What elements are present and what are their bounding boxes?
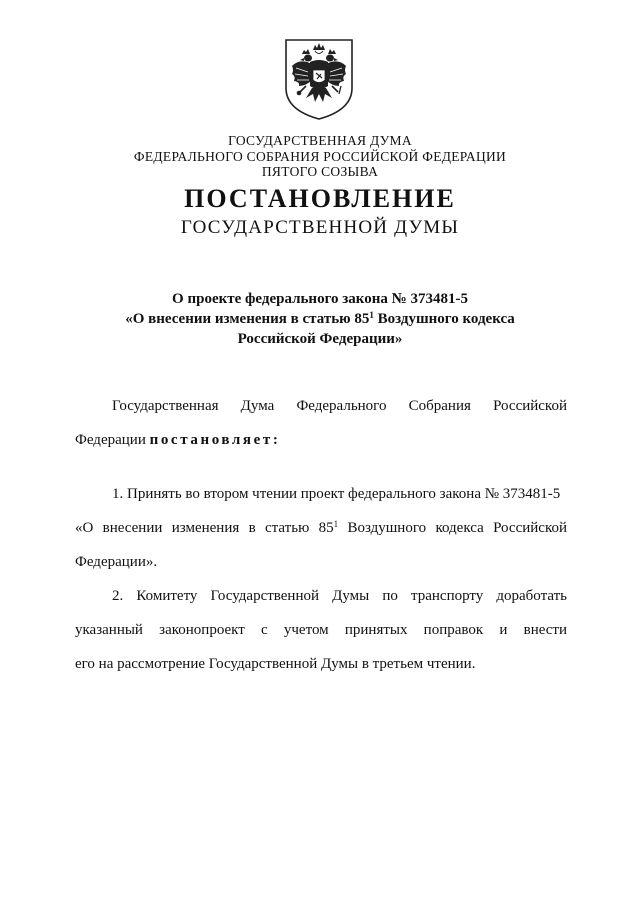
item2-line-3: его на рассмотрение Государственной Думы в третьем чтении. bbox=[75, 656, 476, 672]
document-title: ПОСТАНОВЛЕНИЕ bbox=[184, 184, 456, 213]
header-line-assembly: ФЕДЕРАЛЬНОГО СОБРАНИЯ РОССИЙСКОЙ ФЕДЕРАЦИИ bbox=[133, 148, 507, 164]
item1-line-2 bbox=[75, 518, 567, 538]
item1-line-3: Федерации». bbox=[75, 554, 158, 570]
item1-superscript: 1 bbox=[333, 519, 339, 529]
coat-of-arms-emblem bbox=[282, 36, 356, 122]
item2-line-2: указанный законопроект с учетом принятых поправок и внести bbox=[75, 622, 567, 638]
document-subject bbox=[0, 289, 640, 349]
subject-line-3: Российской Федерации» bbox=[237, 331, 403, 347]
document-subtitle: ГОСУДАРСТВЕННОЙ ДУМЫ bbox=[180, 217, 460, 238]
subject-line-2-text: «О внесении изменения в статью 85 bbox=[125, 311, 370, 327]
item1-line-1: 1. Принять во втором чтении проект федерального закона № 373481-5 bbox=[112, 486, 561, 502]
intro-line-2-text: Федерации bbox=[75, 432, 146, 448]
resolves-word: постановляет: bbox=[149, 432, 281, 448]
issuer-header bbox=[0, 133, 640, 180]
intro-line-1: Государственная Дума Федерального Собрания Российской bbox=[112, 398, 567, 414]
subject-line-1: О проекте федерального закона № 373481-5 bbox=[172, 291, 468, 307]
subject-line-2 bbox=[0, 309, 640, 329]
subject-superscript: 1 bbox=[369, 310, 374, 320]
item1-line-2-text: «О внесении изменения в статью 85 bbox=[75, 520, 334, 536]
item1-line-2-tail: Воздушного кодекса Российской bbox=[338, 520, 567, 536]
intro-line-2 bbox=[75, 430, 567, 450]
subject-line-2-tail: Воздушного кодекса bbox=[373, 311, 515, 327]
item2-line-1: 2. Комитету Государственной Думы по транспорту доработать bbox=[112, 588, 567, 604]
header-line-convocation: ПЯТОГО СОЗЫВА bbox=[261, 164, 379, 179]
header-line-duma: ГОСУДАРСТВЕННАЯ ДУМА bbox=[228, 133, 412, 148]
